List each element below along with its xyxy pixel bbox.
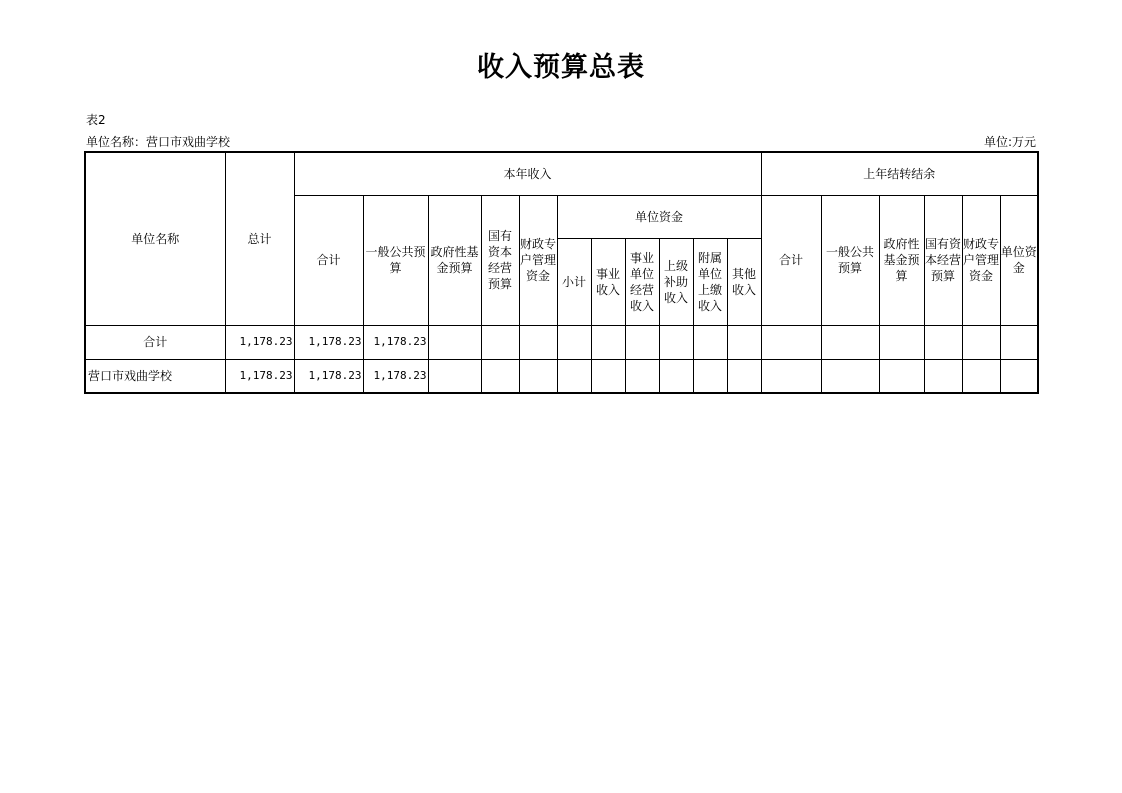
- empty-cell: [659, 325, 693, 359]
- table-row: [85, 359, 1038, 393]
- empty-cell: [962, 359, 1000, 393]
- empty-cell: [693, 325, 727, 359]
- table-row: [85, 325, 1038, 359]
- row-name: 营口市戏曲学校: [85, 359, 225, 393]
- row-cy-total: 1,178.23: [294, 359, 363, 393]
- empty-cell: [481, 359, 519, 393]
- empty-cell: [727, 325, 761, 359]
- header-total: 总计: [225, 152, 294, 325]
- currency-unit-label: 单位:万元: [983, 135, 1036, 149]
- header-uf-subtotal: 小计: [557, 238, 591, 325]
- table-number: 表2: [86, 113, 106, 127]
- empty-cell: [481, 325, 519, 359]
- header-cy-total: 合计: [294, 195, 363, 325]
- empty-cell: [693, 359, 727, 393]
- empty-cell: [879, 325, 924, 359]
- header-py-gov-fund: 政府性基金预算: [879, 195, 924, 325]
- empty-cell: [924, 325, 962, 359]
- row-cy-general-budget: 1,178.23: [363, 325, 428, 359]
- row-cy-general-budget: 1,178.23: [363, 359, 428, 393]
- empty-cell: [1000, 325, 1038, 359]
- row-total: 1,178.23: [225, 325, 294, 359]
- empty-cell: [591, 325, 625, 359]
- empty-cell: [557, 325, 591, 359]
- empty-cell: [821, 359, 879, 393]
- header-py-fiscal-special: 财政专户管理资金: [962, 195, 1000, 325]
- header-cy-fiscal-special: 财政专户管理资金: [519, 195, 557, 325]
- header-cy-state-capital: 国有资本经营预算: [481, 195, 519, 325]
- empty-cell: [625, 359, 659, 393]
- row-cy-total: 1,178.23: [294, 325, 363, 359]
- header-uf-affiliated-income: 附属单位上缴收入: [693, 238, 727, 325]
- unit-name-label: 单位名称：营口市戏曲学校: [86, 135, 231, 149]
- header-unit-name: 单位名称: [85, 152, 225, 325]
- header-prior-year-carryover: 上年结转结余: [761, 152, 1038, 195]
- empty-cell: [962, 325, 1000, 359]
- empty-cell: [625, 325, 659, 359]
- empty-cell: [428, 359, 481, 393]
- header-py-unit-funds: 单位资金: [1000, 195, 1038, 325]
- header-py-total: 合计: [761, 195, 821, 325]
- empty-cell: [879, 359, 924, 393]
- header-current-year-income: 本年收入: [294, 152, 761, 195]
- row-name: 合计: [85, 325, 225, 359]
- page-title: 收入预算总表: [477, 52, 645, 83]
- header-py-state-capital: 国有资本经营预算: [924, 195, 962, 325]
- empty-cell: [761, 359, 821, 393]
- empty-cell: [519, 359, 557, 393]
- empty-cell: [659, 359, 693, 393]
- empty-cell: [519, 325, 557, 359]
- empty-cell: [821, 325, 879, 359]
- empty-cell: [924, 359, 962, 393]
- empty-cell: [557, 359, 591, 393]
- empty-cell: [727, 359, 761, 393]
- header-cy-unit-funds: 单位资金: [557, 195, 761, 238]
- header-cy-general-budget: 一般公共预算: [363, 195, 428, 325]
- empty-cell: [761, 325, 821, 359]
- header-uf-business-income: 事业收入: [591, 238, 625, 325]
- header-uf-subsidy-income: 上级补助收入: [659, 238, 693, 325]
- header-py-general-budget: 一般公共预算: [821, 195, 879, 325]
- header-cy-gov-fund: 政府性基金预算: [428, 195, 481, 325]
- empty-cell: [591, 359, 625, 393]
- empty-cell: [428, 325, 481, 359]
- header-uf-other-income: 其他收入: [727, 238, 761, 325]
- empty-cell: [1000, 359, 1038, 393]
- income-budget-table: [84, 151, 1039, 394]
- header-uf-operating-income: 事业单位经营收入: [625, 238, 659, 325]
- row-total: 1,178.23: [225, 359, 294, 393]
